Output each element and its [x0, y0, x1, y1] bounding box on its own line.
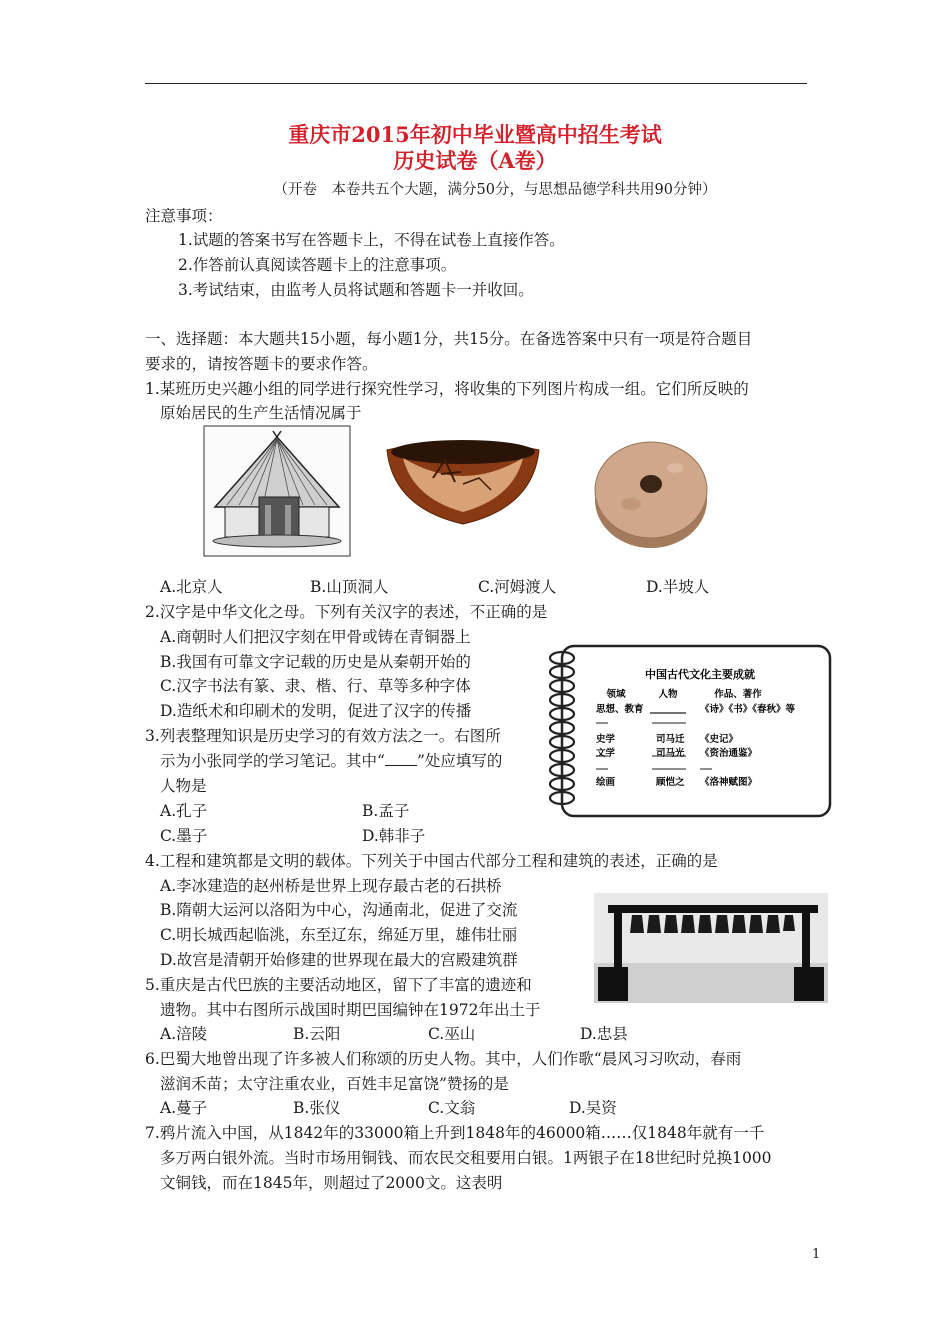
option-d: D.忠县: [580, 1025, 628, 1043]
notebook-person: 司马迁: [656, 734, 685, 745]
option-b: B.孟子: [362, 802, 410, 820]
notebook-title: 中国古代文化主要成就: [645, 668, 755, 681]
question-7-stem: 7.鸦片流入中国，从1842年的33000箱上升到1848年的46000箱……仅1848年就有一千: [145, 1124, 765, 1142]
notebook-field: 绘画: [596, 777, 616, 788]
notebook-work: 《诗》《书》《春秋》等: [700, 704, 796, 715]
question-7-stem-cont: 多万两白银外流。当时市场用铜钱、而农民交租要用白银。1两银子在18世纪时兑换1000: [160, 1149, 772, 1167]
option-b: B.我国有可靠文字记载的历史是从秦朝开始的: [160, 653, 471, 671]
hut-illustration: [203, 425, 351, 557]
study-notebook-figure: [548, 642, 834, 820]
stone-spindle-whorl: [591, 434, 711, 552]
option-a: A.北京人: [160, 578, 223, 596]
bianzhong-bells-photo: [594, 893, 828, 1003]
notebook-header: 人物: [658, 689, 678, 700]
exam-meta: （开卷 本卷共五个大题，满分50分，与思想品德学科共用90分钟）: [273, 182, 717, 198]
option-c: C.汉字书法有篆、隶、楷、行、草等多种字体: [160, 677, 471, 695]
notice-item: 1.试题的答案书写在答题卡上，不得在试卷上直接作答。: [178, 231, 565, 249]
notebook-field: 文学: [596, 748, 616, 759]
notebook-work: 《史记》: [700, 734, 739, 745]
notebook-field: 思想、教育: [596, 704, 644, 715]
notebook-person: 司马光: [656, 748, 685, 759]
question-6-stem: 6.巴蜀大地曾出现了许多被人们称颂的历史人物。其中，人们作歌“晨风习习吹动，春雨: [145, 1050, 742, 1068]
notice-item: 2.作答前认真阅读答题卡上的注意事项。: [178, 256, 457, 274]
question-2-stem: 2.汉字是中华文化之母。下列有关汉字的表述，不正确的是: [145, 603, 548, 621]
option-a: A.李冰建造的赵州桥是世界上现存最古老的石拱桥: [160, 877, 502, 895]
option-d: D.半坡人: [646, 578, 710, 596]
question-4-stem: 4.工程和建筑都是文明的载体。下列关于中国古代部分工程和建筑的表述，正确的是: [145, 852, 718, 870]
notebook-person: 顾恺之: [656, 777, 685, 788]
answer-blank: [385, 751, 417, 766]
option-d: D.故宫是清朝开始修建的世界现在最大的宫殿建筑群: [160, 951, 518, 969]
notebook-field: 史学: [596, 734, 616, 745]
option-c: C.墨子: [160, 827, 208, 845]
option-b: B.云阳: [293, 1025, 341, 1043]
notice-heading: 注意事项：: [145, 207, 223, 225]
question-3-stem-cont: 人物是: [160, 777, 207, 795]
option-b: B.隋朝大运河以洛阳为中心，沟通南北，促进了交流: [160, 901, 518, 919]
option-c: C.巫山: [428, 1025, 476, 1043]
question-6-stem-cont: 滋润禾苗；太守注重农业，百姓丰足富饶”赞扬的是: [160, 1075, 509, 1093]
question-3-stem-cont: 示为小张同学的学习笔记。其中“ ”处应填写的: [160, 752, 503, 770]
option-b: B.张仪: [293, 1099, 341, 1117]
option-b: B.山顶洞人: [310, 578, 389, 596]
notebook-work: 《资治通鉴》: [700, 748, 758, 759]
question-1-stem-cont: 原始居民的生产生活情况属于: [160, 404, 362, 422]
question-5-stem-cont: 遗物。其中右图所示战国时期巴国编钟在1972年出土于: [160, 1001, 541, 1019]
option-d: D.造纸术和印刷术的发明，促进了汉字的传播: [160, 702, 472, 720]
notebook-work: 《洛神赋图》: [700, 777, 758, 788]
option-a: A.涪陵: [160, 1025, 208, 1043]
option-a: A.孔子: [160, 802, 208, 820]
exam-subtitle: 历史试卷（A卷）: [393, 148, 557, 173]
question-7-stem-cont: 文铜钱，而在1845年，则超过了2000文。这表明: [160, 1174, 503, 1192]
option-d: D.吴资: [569, 1099, 617, 1117]
header-rule: [145, 83, 807, 84]
page-number: 1: [812, 1247, 821, 1262]
option-c: C.文翁: [428, 1099, 476, 1117]
section-heading-cont: 要求的，请按答题卡的要求作答。: [145, 355, 378, 373]
question-1-stem: 1.某班历史兴趣小组的同学进行探究性学习，将收集的下列图片构成一组。它们所反映的: [145, 380, 749, 398]
option-a: A.蔓子: [160, 1099, 208, 1117]
notebook-header: 领域: [606, 689, 626, 700]
notebook-header: 作品、著作: [714, 689, 762, 700]
notice-item: 3.考试结束，由监考人员将试题和答题卡一并收回。: [178, 281, 534, 299]
exam-title: 重庆市2015年初中毕业暨高中招生考试: [288, 122, 662, 147]
option-d: D.韩非子: [362, 827, 426, 845]
section-heading: 一、选择题：本大题共15小题，每小题1分，共15分。在备选答案中只有一项是符合题目: [145, 330, 753, 348]
question-3-stem: 3.列表整理知识是历史学习的有效方法之一。右图所: [145, 727, 501, 745]
option-c: C.明长城西起临洮，东至辽东，绵延万里，雄伟壮丽: [160, 926, 518, 944]
painted-pottery-bowl: [383, 438, 543, 528]
option-c: C.河姆渡人: [478, 578, 557, 596]
question-5-stem: 5.重庆是古代巴族的主要活动地区，留下了丰富的遗迹和: [145, 976, 532, 994]
option-a: A.商朝时人们把汉字刻在甲骨或铸在青铜器上: [160, 628, 471, 646]
